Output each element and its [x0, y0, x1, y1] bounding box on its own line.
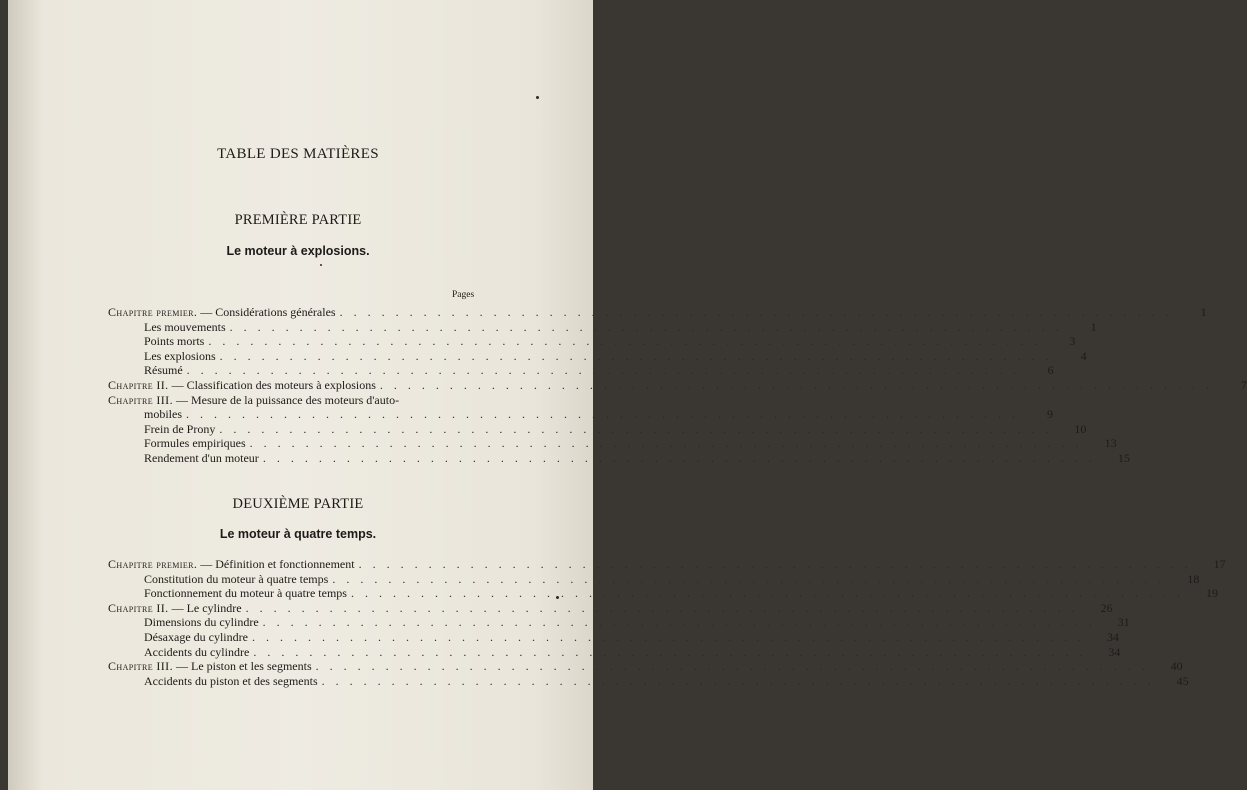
toc-entry	[108, 348, 1087, 364]
chapter-title: — Classification des moteurs à explosions	[168, 377, 376, 392]
entry-continuation: mobiles	[144, 407, 182, 422]
section-title: Accidents du cylindre	[144, 644, 250, 659]
chapter-heading	[108, 393, 399, 408]
page-title: TABLE DES MATIÈRES	[217, 146, 379, 162]
dot-leader: . . . . . . . . . . . . . . . . . . . . . . . . . . . . . . . . . . . . . . . . . . . . . . . . . . . . . . . . . . . .	[358, 557, 1192, 571]
section-title: Résumé	[144, 363, 183, 378]
page-number: 15	[1117, 450, 1130, 465]
dot-leader: . . . . . . . . . . . . . . . . . . . . . . . . . . . . . . . . . . . . . . . . . . . . . . . . . . . . . . . . . . . .	[262, 615, 1096, 630]
toc-entry	[108, 571, 1200, 587]
chapter-heading	[108, 305, 336, 320]
book-page	[8, 0, 1247, 790]
section-title: Constitution du moteur à quatre temps	[144, 571, 329, 586]
toc-entry	[108, 377, 1247, 393]
chapter-title: — Le piston et les segments	[172, 659, 312, 674]
toc-entry	[108, 450, 1130, 466]
chapter-title: — Définition et fonctionnement	[197, 557, 355, 571]
page-number: 31	[1117, 615, 1130, 630]
page-number: 6	[1047, 363, 1054, 378]
dot-leader: . . . . . . . . . . . . . . . . . . . . . . . . . . . . . . . . . . . . . . . . . . . . . . . . . . . . . . . . . . . .	[350, 586, 1184, 601]
section-title: Désaxage du cylindre	[144, 629, 248, 644]
section-title: Rendement d'un moteur	[144, 450, 259, 465]
section-title: Frein de Prony	[144, 421, 216, 436]
toc-entry	[108, 615, 1130, 630]
dot-leader: . . . . . . . . . . . . . . . . . . . . . . . . . . . . . . . . . . . . . . . . . . . . . . . . . . . . . . . . . . . .	[245, 600, 1079, 615]
toc-entry	[108, 407, 1053, 422]
toc-entry	[108, 557, 1226, 572]
chapter-title: — Considérations générales	[197, 305, 336, 319]
dot-leader: . . . . . . . . . . . . . . . . . . . . . . . . . . . . . . . . . . . . . . . . . . . . . . . . . . . . . . . . . . . .	[186, 363, 1020, 378]
section-title: Points morts	[144, 334, 205, 349]
page-number: 7	[1240, 377, 1247, 392]
page-number: 3	[1069, 334, 1076, 349]
dot-leader: . . . . . . . . . . . . . . . . . . . . . . . . . . . . . . . . . . . . . . . . . . . . . . . . . . . . . . . . . . . .	[321, 673, 1155, 688]
page-number: 9	[1047, 407, 1053, 422]
toc-entry	[108, 319, 1097, 335]
dot-leader: . . . . . . . . . . . . . . . . . . . . . . . . . . . . . . . . . . . . . . . . . . . . . . . . . . . . . . . . . . . .	[208, 334, 1042, 349]
dot-leader: . . . . . . . . . . . . . . . . . . . . . . . . . . . . . . . . . . . . . . . . . . . . . . . . . . . . . . . . . . . .	[249, 436, 1083, 451]
section-title: Formules empiriques	[144, 436, 246, 451]
page-number: 1	[1090, 319, 1097, 334]
page-number: 26	[1100, 600, 1113, 615]
chapter-heading	[108, 557, 355, 572]
page-number: 45	[1176, 673, 1189, 688]
chapter-title: — Le cylindre	[168, 600, 242, 615]
page-number: 4	[1080, 348, 1087, 363]
chapter-label: Chapitre III.	[108, 659, 173, 674]
dot-leader: . . . . . . . . . . . . . . . . . . . . . . . . . . . . . . . . . . . . . . . . . . . . . . . . . . . . . . . . . . . .	[379, 377, 1213, 392]
toc-entry	[108, 421, 1087, 437]
section-title: Dimensions du cylindre	[144, 615, 259, 630]
dot-leader: . . . . . . . . . . . . . . . . . . . . . . . . . . . . . . . . . . . . . . . . . . . . . . . . . . . . . . . . . . . .	[229, 319, 1063, 334]
chapter-heading	[108, 601, 242, 616]
toc-entry	[108, 586, 1218, 601]
toc-entry	[108, 644, 1121, 660]
page-number: 34	[1106, 629, 1119, 644]
page-number: 1	[1200, 305, 1207, 319]
part-title: PREMIÈRE PARTIE	[234, 212, 362, 228]
toc-entry	[108, 393, 478, 408]
part-title: DEUXIÈME PARTIE	[232, 496, 364, 512]
page-number: 18	[1187, 571, 1200, 586]
paper-speck	[536, 96, 539, 99]
toc-section	[108, 557, 1226, 688]
dot-leader: . . . . . . . . . . . . . . . . . . . . . . . . . . . . . . . . . . . . . . . . . . . . . . . . . . . . . . . . . . . .	[186, 407, 1019, 422]
chapter-label: Chapitre III.	[108, 392, 173, 407]
chapter-label: Chapitre premier.	[108, 305, 198, 319]
part-subtitle: Le moteur à explosions.	[226, 244, 370, 258]
section-title: Accidents du piston et des segments	[144, 673, 318, 688]
toc-entry	[108, 363, 1054, 378]
section-title: Les mouvements	[144, 319, 226, 334]
toc-entry	[108, 673, 1189, 689]
pages-column-header: Pages	[452, 290, 475, 300]
toc-entry	[108, 629, 1119, 645]
dot-leader: . . . . . . . . . . . . . . . . . . . . . . . . . . . . . . . . . . . . . . . . . . . . . . . . . . . . . . . . . . . .	[262, 450, 1096, 465]
toc-entry	[108, 600, 1113, 616]
toc-section	[108, 305, 1247, 466]
part-subtitle: Le moteur à quatre temps.	[219, 527, 377, 541]
dot-leader: . . . . . . . . . . . . . . . . . . . . . . . . . . . . . . . . . . . . . . . . . . . . . . . . . . . . . . . . . . . .	[315, 659, 1149, 674]
toc-entry	[108, 659, 1183, 674]
paper-speck	[320, 264, 322, 266]
dot-leader: . . . . . . . . . . . . . . . . . . . . . . . . . . . . . . . . . . . . . . . . . . . . . . . . . . . . . . . . . . . .	[332, 571, 1166, 586]
toc-entry	[108, 305, 1207, 320]
dot-leader: . . . . . . . . . . . . . . . . . . . . . . . . . . . . . . . . . . . . . . . . . . . . . . . . . . . . . . . . . . . .	[339, 305, 1173, 319]
dot-leader: . . . . . . . . . . . . . . . . . . . . . . . . . . . . . . . . . . . . . . . . . . . . . . . . . . . . . . . . . . . .	[219, 348, 1053, 363]
toc-entry	[108, 334, 1076, 349]
chapter-label: Chapitre premier.	[108, 557, 198, 571]
page-number: 10	[1074, 421, 1087, 436]
dot-leader: . . . . . . . . . . . . . . . . . . . . . . . . . . . . . . . . . . . . . . . . . . . . . . . . . . . . . . . . . . . .	[253, 644, 1087, 659]
section-title: Les explosions	[144, 348, 216, 363]
page-number: 13	[1104, 436, 1117, 451]
chapter-heading	[108, 378, 376, 393]
chapter-title: — Mesure de la puissance des moteurs d'auto-	[172, 392, 400, 407]
dot-leader: . . . . . . . . . . . . . . . . . . . . . . . . . . . . . . . . . . . . . . . . . . . . . . . . . . . . . . . . . . . .	[251, 629, 1085, 644]
chapter-label: Chapitre II.	[108, 600, 169, 615]
page-number: 17	[1213, 557, 1226, 571]
page-number: 19	[1205, 586, 1218, 601]
chapter-heading	[108, 659, 312, 674]
chapter-label: Chapitre II.	[108, 377, 169, 392]
toc-entry	[108, 436, 1117, 451]
page-number: 40	[1170, 659, 1183, 674]
page-number: 34	[1108, 644, 1121, 659]
dot-leader: . . . . . . . . . . . . . . . . . . . . . . . . . . . . . . . . . . . . . . . . . . . . . . . . . . . . . . . . . . . .	[219, 421, 1053, 436]
section-title: Fonctionnement du moteur à quatre temps	[144, 586, 347, 601]
